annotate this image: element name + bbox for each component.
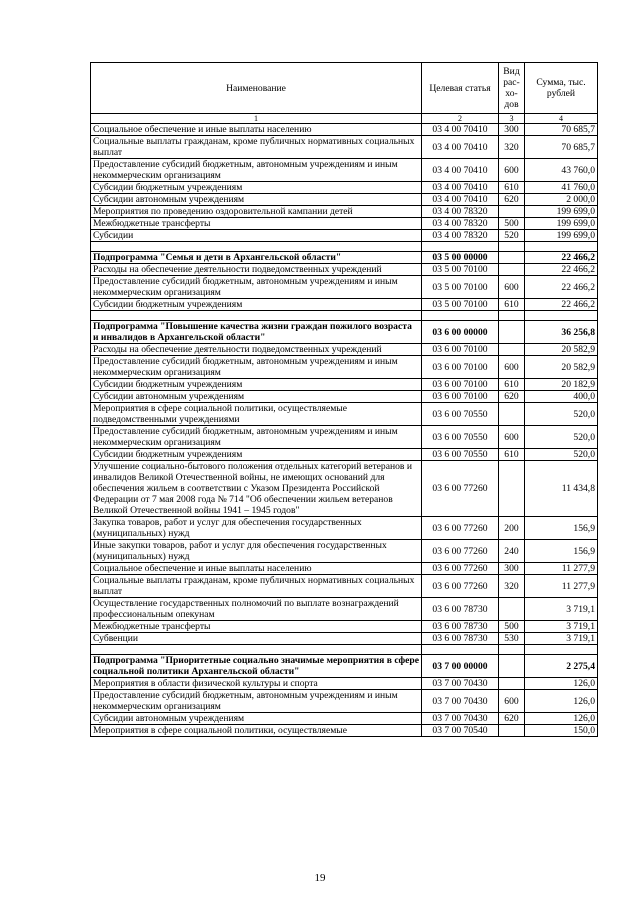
cell-name: Субсидии бюджетным учреждениям	[91, 449, 422, 461]
cell-code: 03 7 00 70430	[422, 713, 499, 725]
cell-sum: 199 699,0	[525, 206, 598, 218]
cell-name: Улучшение социально-бытового положения отдельных категорий ветеранов и инвалидов Великой Отечественной войны, не имеющих оснований для обеспечения жильем в соответствии с Указом Президента Российской Федерации от 7 мая 2008 года № 714 "Об обеспечении жильем ветеранов Великой Отечественной войны 1941 – 1945 годов"	[91, 461, 422, 517]
cell-vr: 610	[499, 449, 525, 461]
cell-sum: 43 760,0	[525, 159, 598, 182]
cell-vr	[499, 461, 525, 517]
cell-sum: 3 719,1	[525, 598, 598, 621]
cell-name: Мероприятия в области физической культуры и спорта	[91, 678, 422, 690]
table-row	[91, 575, 598, 598]
cell-sum: 22 466,2	[525, 264, 598, 276]
table-row	[91, 678, 598, 690]
cell-name: Расходы на обеспечение деятельности подведомственных учреждений	[91, 264, 422, 276]
table-row	[91, 633, 598, 645]
table-row	[91, 621, 598, 633]
cell-code: 03 7 00 70540	[422, 725, 499, 737]
cell-vr	[499, 242, 525, 252]
table-row	[91, 379, 598, 391]
cell-name: Закупка товаров, работ и услуг для обеспечения государственных (муниципальных) нужд	[91, 517, 422, 540]
spacer-row	[91, 242, 598, 252]
cell-code: 03 7 00 70430	[422, 690, 499, 713]
cell-code: 03 6 00 70550	[422, 426, 499, 449]
cell-name: Межбюджетные трансферты	[91, 218, 422, 230]
table-row	[91, 264, 598, 276]
cell-code: 03 6 00 77260	[422, 563, 499, 575]
cell-code: 03 4 00 78320	[422, 206, 499, 218]
cell-code: 03 6 00 77260	[422, 461, 499, 517]
cell-code: 03 4 00 70410	[422, 136, 499, 159]
cell-code: 03 5 00 70100	[422, 264, 499, 276]
cell-vr: 600	[499, 159, 525, 182]
cell-vr: 500	[499, 218, 525, 230]
cell-name: Предоставление субсидий бюджетным, автономным учреждениям и иным некоммерческим организациям	[91, 276, 422, 299]
table-row	[91, 563, 598, 575]
cell-code: 03 5 00 70100	[422, 276, 499, 299]
cell-code: 03 4 00 70410	[422, 194, 499, 206]
cell-sum	[525, 645, 598, 655]
cell-name: Субсидии бюджетным учреждениям	[91, 379, 422, 391]
cell-sum: 11 434,8	[525, 461, 598, 517]
budget-table	[90, 62, 598, 737]
cell-vr: 200	[499, 517, 525, 540]
cell-code: 03 6 00 70100	[422, 391, 499, 403]
cell-sum: 36 256,8	[525, 321, 598, 344]
cell-name: Предоставление субсидий бюджетным, автономным учреждениям и иным некоммерческим организациям	[91, 426, 422, 449]
cell-sum: 22 466,2	[525, 276, 598, 299]
cell-vr: 320	[499, 136, 525, 159]
table-row	[91, 725, 598, 737]
cell-sum: 3 719,1	[525, 621, 598, 633]
cell-sum: 2 275,4	[525, 655, 598, 678]
cell-code: 03 6 00 00000	[422, 321, 499, 344]
table-row	[91, 598, 598, 621]
cell-name: Предоставление субсидий бюджетным, автономным учреждениям и иным некоммерческим организациям	[91, 159, 422, 182]
cell-name: Предоставление субсидий бюджетным, автономным учреждениям и иным некоммерческим организациям	[91, 690, 422, 713]
header-number: 3	[499, 114, 525, 124]
spacer-row	[91, 311, 598, 321]
cell-name: Субсидии	[91, 230, 422, 242]
cell-name: Субсидии автономным учреждениям	[91, 713, 422, 725]
cell-vr	[499, 321, 525, 344]
cell-sum: 11 277,9	[525, 575, 598, 598]
cell-vr: 520	[499, 230, 525, 242]
cell-code: 03 6 00 70550	[422, 403, 499, 426]
cell-name: Социальные выплаты гражданам, кроме публичных нормативных социальных выплат	[91, 575, 422, 598]
table-row	[91, 690, 598, 713]
cell-name: Социальное обеспечение и иные выплаты населению	[91, 124, 422, 136]
cell-name	[91, 645, 422, 655]
cell-vr	[499, 403, 525, 426]
cell-name: Социальные выплаты гражданам, кроме публичных нормативных социальных выплат	[91, 136, 422, 159]
cell-name: Субсидии бюджетным учреждениям	[91, 299, 422, 311]
cell-sum: 400,0	[525, 391, 598, 403]
cell-name	[91, 311, 422, 321]
cell-vr	[499, 264, 525, 276]
cell-name: Субвенции	[91, 633, 422, 645]
cell-code: 03 4 00 70410	[422, 182, 499, 194]
cell-vr: 610	[499, 182, 525, 194]
spacer-row	[91, 645, 598, 655]
cell-name: Межбюджетные трансферты	[91, 621, 422, 633]
cell-vr	[499, 678, 525, 690]
cell-sum: 2 000,0	[525, 194, 598, 206]
cell-code: 03 6 00 77260	[422, 540, 499, 563]
cell-name: Предоставление субсидий бюджетным, автономным учреждениям и иным некоммерческим организациям	[91, 356, 422, 379]
table-row	[91, 182, 598, 194]
cell-name: Субсидии автономным учреждениям	[91, 194, 422, 206]
table-row	[91, 540, 598, 563]
cell-vr: 610	[499, 299, 525, 311]
cell-sum	[525, 311, 598, 321]
cell-code: 03 6 00 77260	[422, 575, 499, 598]
table-row	[91, 276, 598, 299]
cell-vr: 600	[499, 276, 525, 299]
cell-sum: 126,0	[525, 690, 598, 713]
cell-code: 03 5 00 70100	[422, 299, 499, 311]
cell-sum: 520,0	[525, 426, 598, 449]
cell-vr: 600	[499, 690, 525, 713]
table-row	[91, 299, 598, 311]
cell-code: 03 4 00 78320	[422, 230, 499, 242]
page-number: 19	[314, 872, 326, 884]
header-number: 1	[91, 114, 422, 124]
cell-sum: 126,0	[525, 713, 598, 725]
cell-vr: 620	[499, 391, 525, 403]
cell-code: 03 6 00 78730	[422, 621, 499, 633]
cell-vr: 530	[499, 633, 525, 645]
cell-name	[91, 242, 422, 252]
cell-sum: 70 685,7	[525, 136, 598, 159]
cell-code: 03 4 00 70410	[422, 159, 499, 182]
cell-name: Подпрограмма "Повышение качества жизни граждан пожилого возраста и инвалидов в Архангельской области"	[91, 321, 422, 344]
cell-vr	[499, 655, 525, 678]
cell-code: 03 7 00 70430	[422, 678, 499, 690]
table-row	[91, 159, 598, 182]
cell-vr: 620	[499, 713, 525, 725]
cell-vr: 300	[499, 124, 525, 136]
cell-sum: 520,0	[525, 403, 598, 426]
cell-sum: 199 699,0	[525, 230, 598, 242]
cell-code: 03 6 00 77260	[422, 517, 499, 540]
cell-name: Мероприятия в сфере социальной политики, осуществляемые	[91, 725, 422, 737]
cell-vr: 320	[499, 575, 525, 598]
subprogram-row	[91, 655, 598, 678]
cell-name: Субсидии автономным учреждениям	[91, 391, 422, 403]
cell-code: 03 6 00 78730	[422, 598, 499, 621]
table-row	[91, 194, 598, 206]
header-vr: Вид рас-хо-дов	[499, 63, 525, 114]
subprogram-row	[91, 252, 598, 264]
cell-sum: 20 582,9	[525, 356, 598, 379]
table-row	[91, 426, 598, 449]
table-header-row	[91, 63, 598, 114]
cell-sum: 22 466,2	[525, 252, 598, 264]
cell-code: 03 6 00 78730	[422, 633, 499, 645]
table-row	[91, 230, 598, 242]
cell-sum: 20 182,9	[525, 379, 598, 391]
subprogram-row	[91, 321, 598, 344]
cell-name: Подпрограмма "Приоритетные социально значимые мероприятия в сфере социальной политики Архангельской области"	[91, 655, 422, 678]
table-row	[91, 344, 598, 356]
table-row	[91, 713, 598, 725]
header-number: 4	[525, 114, 598, 124]
cell-vr: 620	[499, 194, 525, 206]
cell-code: 03 5 00 00000	[422, 252, 499, 264]
cell-vr: 600	[499, 426, 525, 449]
header-name: Наименование	[91, 63, 422, 114]
cell-name: Иные закупки товаров, работ и услуг для обеспечения государственных (муниципальных) нужд	[91, 540, 422, 563]
cell-name: Социальное обеспечение и иные выплаты населению	[91, 563, 422, 575]
cell-name: Подпрограмма "Семья и дети в Архангельской области"	[91, 252, 422, 264]
cell-code	[422, 242, 499, 252]
cell-vr	[499, 252, 525, 264]
cell-sum: 11 277,9	[525, 563, 598, 575]
cell-sum: 20 582,9	[525, 344, 598, 356]
cell-vr	[499, 725, 525, 737]
cell-name: Мероприятия в сфере социальной политики, осуществляемые подведомственными учреждениями	[91, 403, 422, 426]
cell-vr: 240	[499, 540, 525, 563]
cell-name: Осуществление государственных полномочий по выплате вознаграждений профессиональным опекунам	[91, 598, 422, 621]
cell-name: Расходы на обеспечение деятельности подведомственных учреждений	[91, 344, 422, 356]
header-code: Целевая статья	[422, 63, 499, 114]
table-row	[91, 391, 598, 403]
table-row	[91, 356, 598, 379]
cell-vr: 300	[499, 563, 525, 575]
cell-sum: 156,9	[525, 517, 598, 540]
cell-code: 03 4 00 78320	[422, 218, 499, 230]
cell-sum	[525, 242, 598, 252]
cell-vr: 610	[499, 379, 525, 391]
cell-code: 03 6 00 70100	[422, 379, 499, 391]
cell-code	[422, 645, 499, 655]
cell-sum: 41 760,0	[525, 182, 598, 194]
cell-sum: 520,0	[525, 449, 598, 461]
cell-sum: 156,9	[525, 540, 598, 563]
cell-vr	[499, 344, 525, 356]
table-row	[91, 136, 598, 159]
table-header-number-row	[91, 114, 598, 124]
cell-sum: 126,0	[525, 678, 598, 690]
table-row	[91, 218, 598, 230]
cell-sum: 22 466,2	[525, 299, 598, 311]
table-body	[91, 63, 598, 737]
cell-name: Субсидии бюджетным учреждениям	[91, 182, 422, 194]
cell-vr: 500	[499, 621, 525, 633]
table-row	[91, 517, 598, 540]
cell-sum: 3 719,1	[525, 633, 598, 645]
cell-vr	[499, 206, 525, 218]
table-row	[91, 461, 598, 517]
cell-vr: 600	[499, 356, 525, 379]
cell-sum: 199 699,0	[525, 218, 598, 230]
cell-code: 03 6 00 70100	[422, 356, 499, 379]
cell-code: 03 7 00 00000	[422, 655, 499, 678]
cell-vr	[499, 598, 525, 621]
cell-vr	[499, 311, 525, 321]
table-row	[91, 403, 598, 426]
cell-sum: 70 685,7	[525, 124, 598, 136]
cell-sum: 150,0	[525, 725, 598, 737]
cell-vr	[499, 645, 525, 655]
table-row	[91, 449, 598, 461]
cell-name: Мероприятия по проведению оздоровительной кампании детей	[91, 206, 422, 218]
cell-code: 03 4 00 70410	[422, 124, 499, 136]
cell-code: 03 6 00 70550	[422, 449, 499, 461]
table-row	[91, 124, 598, 136]
header-sum: Сумма, тыс. рублей	[525, 63, 598, 114]
cell-code: 03 6 00 70100	[422, 344, 499, 356]
cell-code	[422, 311, 499, 321]
header-number: 2	[422, 114, 499, 124]
table-row	[91, 206, 598, 218]
